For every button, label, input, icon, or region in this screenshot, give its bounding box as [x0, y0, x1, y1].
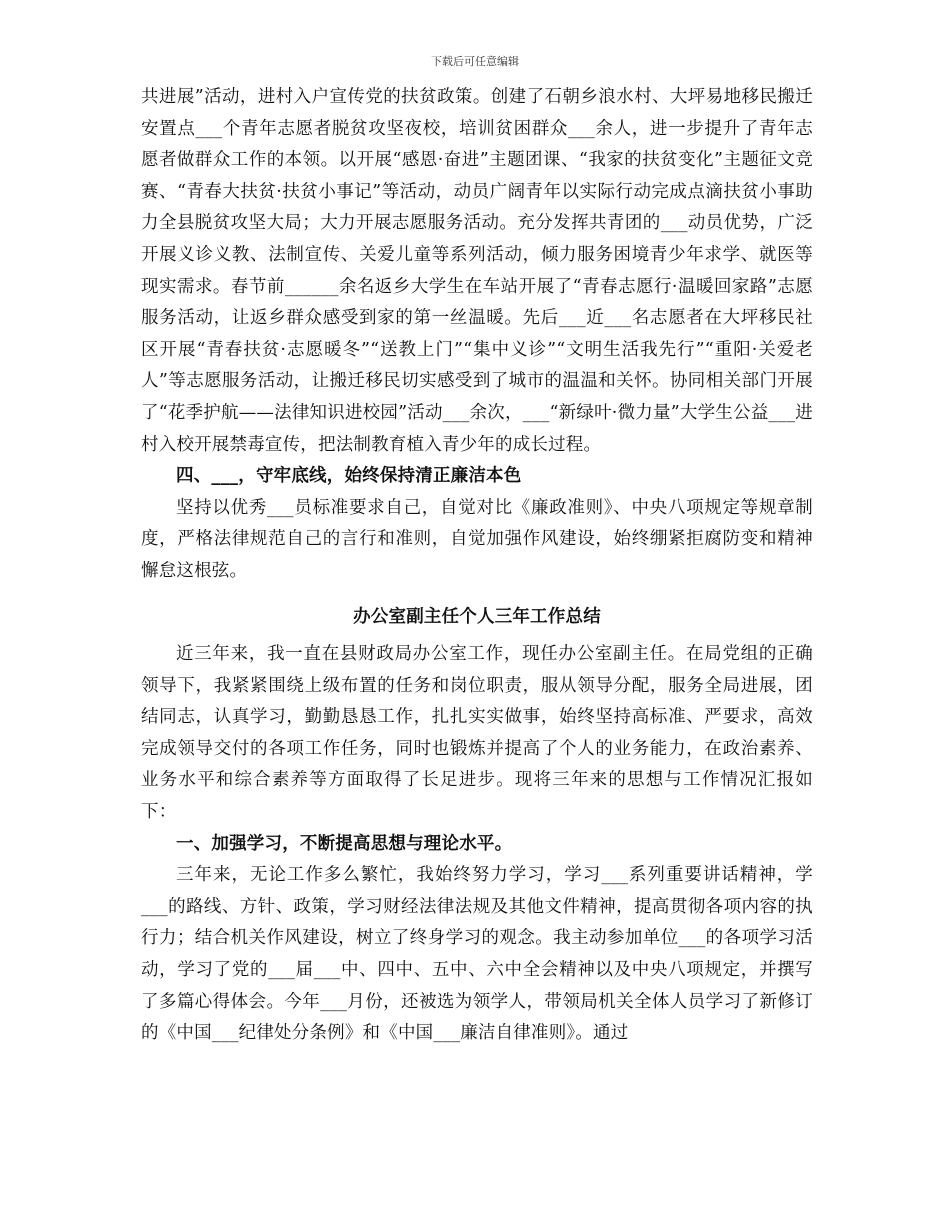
section-heading-1: 一、加强学习，不断提高思想与理论水平。 [176, 833, 513, 854]
document-title: 办公室副主任个人三年工作总结 [353, 606, 601, 627]
paragraph-intro: 近三年来，我一直在县财政局办公室工作，现任办公室副主任。在局党组的正确领导下，我紧紧围绕上级布置的任务和岗位职责，服从领导分配，服务全局进展，团结同志，认真学习，勤勤恳恳工作，扎扎实实做事，始终坚持高标准、严要求，高效完成领导交付的各项工作任务，同时也锻炼并提高了个人的业务能力，在政治素养、业务水平和综合素养等方面取得了长足进步。现将三年来的思想与工作情况汇报如下： [141, 644, 813, 823]
paragraph-study: 三年来，无论工作多么繁忙，我始终努力学习，学习___系列重要讲话精神，学___的路线、方针、政策，学习财经法律法规及其他文件精神，提高贯彻各项内容的执行力；结合机关作风建设，树立了终身学习的观念。我主动参加单位___的各项学习活动，学习了党的___届___中、四中、五中、六中全会精神以及中央八项规定，并撰写了多篇心得体会。今年___月份，还被选为领学人，带领局机关全体人员学习了新修订的《中国___纪律处分条例》和《中国___廉洁自律准则》。通过 [141, 865, 813, 1044]
paragraph-continued: 共进展”活动，进村入户宣传党的扶贫政策。创建了石朝乡浪水村、大坪易地移民搬迁安置点___个青年志愿者脱贫攻坚夜校，培训贫困群众___余人，进一步提升了青年志愿者做群众工作的本领。以开展“感恩·奋进”主题团课、“我家的扶贫变化”主题征文竞赛、“青春大扶贫·扶贫小事记”等活动，动员广阔青年以实际行动完成点滴扶贫小事助力全县脱贫攻坚大局；大力开展志愿服务活动。充分发挥共青团的___动员优势，广泛开展义诊义教、法制宣传、关爱儿童等系列活动，倾力服务困境青少年求学、就医等现实需求。春节前______余名返乡大学生在车站开展了“青春志愿行·温暖回家路”志愿服务活动，让返乡群众感受到家的第一丝温暖。先后___近___名志愿者在大坪移民社区开展“青春扶贫·志愿暖冬”“送教上门”“集中义诊”“文明生活我先行”“重阳·关爱老人”等志愿服务活动，让搬迁移民切实感受到了城市的温温和关怀。协同相关部门开展了“花季护航——法律知识进校园”活动___余次，___“新绿叶·微力量”大学生公益___进村入校开展禁毒宣传，把法制教育植入青少年的成长过程。 [141, 87, 813, 455]
page-header: 下载后可任意编辑 [431, 55, 519, 68]
paragraph-integrity: 坚持以优秀___员标准要求自己，自觉对比《廉政准则》、中央八项规定等规章制度，严格法律规范自己的言行和准则，自觉加强作风建设，始终绷紧拒腐防变和精神懈怠这根弦。 [141, 497, 813, 581]
section-heading-4: 四、___，守牢底线，始终保持清正廉洁本色 [176, 466, 522, 487]
document-body [141, 82, 813, 1050]
